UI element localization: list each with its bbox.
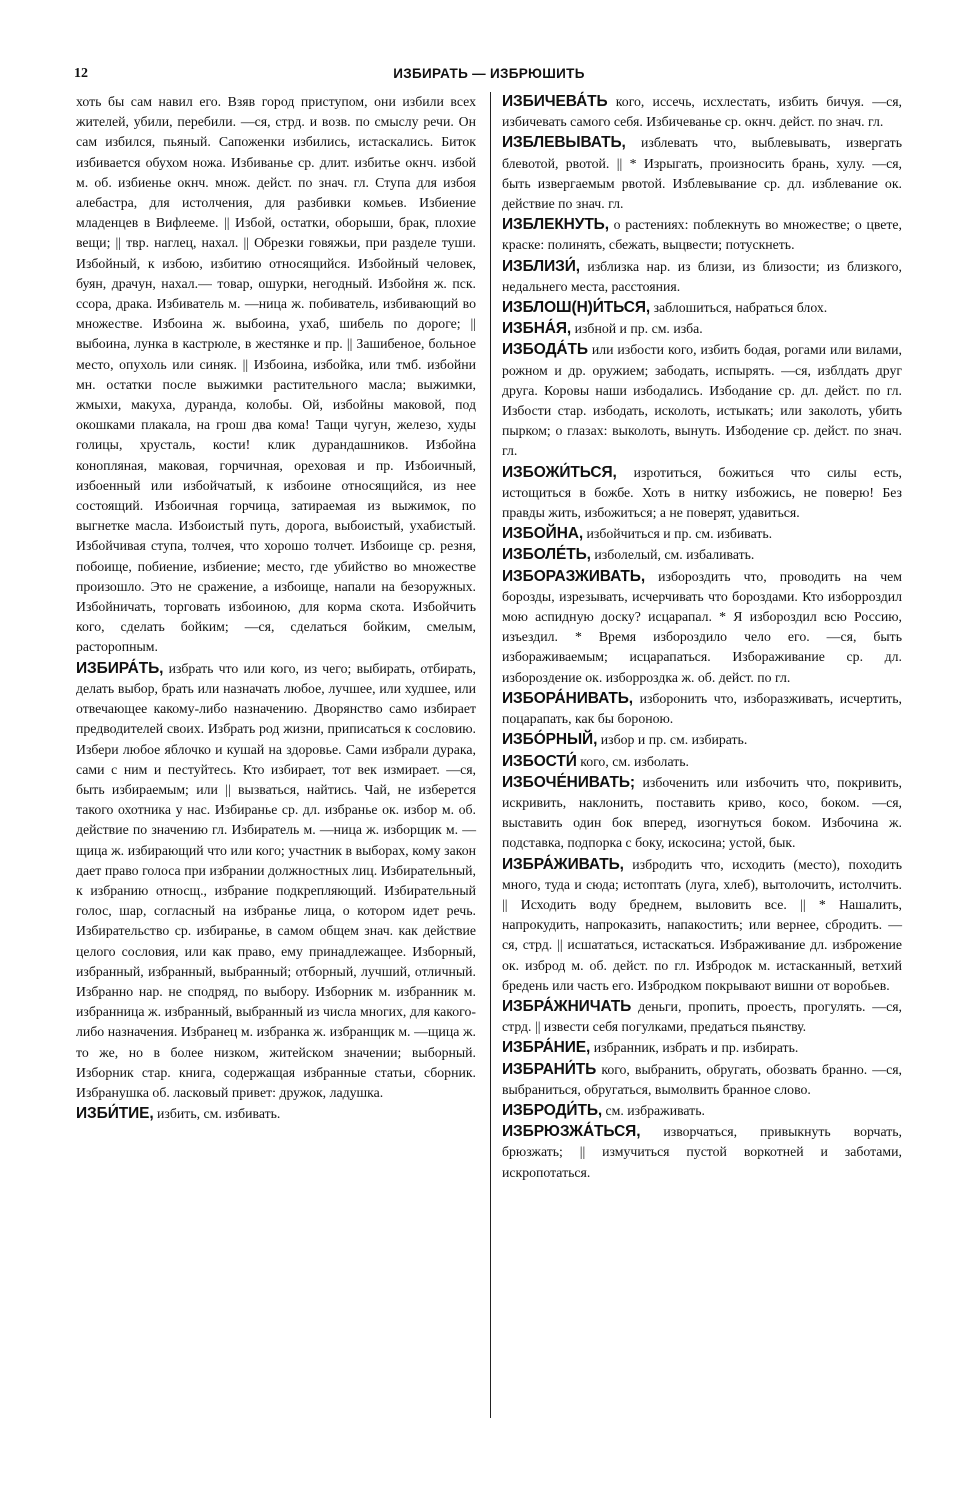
dictionary-entry [502, 463, 902, 524]
entry-text: изблизка нар. из близи, из близости; из близкого, недальнего места, расстояния. [502, 258, 902, 294]
entry-text: хоть бы сам навил его. Взяв город приступом, они избили всех жителей, убили, перебили. —ся, стрд. и возв. по смыслу речи. Он сам избился, пьяный. Сапоженки избились, истаскались. Биток избивается обухом ножа. Избиванье ср. длит. избитье окнч. избой м. об. избиенье окнч. множ. дейст. по знач. гл. Ступа для избоя алебастра, для истолчения, для разбивки комьев. Избиение младенцев в Вифлееме. || Избой, остатки, оборыши, брак, плохие вещи; || твр. наглец, нахал. || Обрезки говяжьи, при разделе туши. Избойный, к избою, избитию относящийся. Избойный человек, буян, драчун, нахал.— товар, ошурки, негодный. Избойня ж. пск. ссора, драка. Избиватель м. —ница ж. побиватель, избивающий во множестве. Избоина ж. выбоина, ухаб, шибель по дороге; || выбоина, лунка в кастрюле, в жестянке и пр. || Зашибеное, больное место, опухоль или синяк. || Избоина, избойка, или тмб. избойни мн. остатки после выжимки растительного масла; выжимки, жмыхи, макуха, дуранда, колобы. Ой, избойны маковой, под окошками плакала, на грош два кома! Тащи чугун, железо, худы голицы, хрусталь, кости! клик дурандашников. Избойна конопляная, маковая, горчичная, ореховая и пр. Избоичный, избоенный или избойчатый, к избоине относящийся, из нее состоящий. Избоичная горчица, затираемая из выжимок, по выгнетке масла. Избоистый путь, дорога, выбоистый, ухабистый. Избойчивая ступа, толчея, что хорошо толчет. Избоище ср. резня, побоище, побиение, избиение; место, где убийство во множестве произошло. Это не сражение, а избоище, напали на безоружных. Избойничать, торговать избоиною, для корма скота. Избойчить кого, сделать бойким; —ся, сделаться бойким, смелым, расторопным. [76, 94, 476, 655]
dictionary-entry [502, 997, 902, 1037]
dictionary-entry [76, 659, 476, 1103]
right-column [502, 92, 902, 1184]
entry-headword: ИЗБОЖИ́ТЬСЯ, [502, 463, 617, 481]
entry-text: деньги, пропить, проесть, прогулять. —ся, стрд. || извести себя погулками, предаться пьянству. [502, 998, 903, 1035]
dictionary-entry [502, 752, 902, 772]
entry-headword: ИЗБИ́ТИЕ, [76, 1105, 154, 1123]
dictionary-entry [502, 215, 902, 255]
entry-headword: ИЗБРЮЗЖА́ТЬСЯ, [502, 1123, 641, 1141]
dictionary-entry [502, 92, 902, 132]
dictionary-entry [502, 1101, 902, 1121]
entry-text: или избости кого, избить бодая, рогами или вилами, рожном и др. оружием; забодать, испырять. —ся, изблдать друг друга. Коровы наши избодались. Избодание ср. дл. дейст. по гл. Избости стар. избодать, исколоть, истыкать; или заколоть, убить пырком; о глазах: выколоть, вынуть. Избодение ср. дейст. по знач. гл. [502, 342, 903, 459]
dictionary-entry [502, 545, 902, 565]
entry-headword: ИЗБОРАЗЖИВАТЬ, [502, 567, 646, 585]
entry-text: изворчаться, привыкнуть ворчать, брюзжать; || измучиться пустой воркотней и заботами, искропотаться. [502, 1124, 902, 1180]
entry-headword: ИЗБЛОШ(Н)И́ТЬСЯ, [502, 299, 651, 317]
entry-headword: ИЗБИРА́ТЬ, [76, 659, 164, 677]
left-column [76, 92, 476, 1125]
entry-headword: ИЗБРА́ЖИВАТЬ, [502, 855, 624, 873]
entry-text: изротиться, божиться что силы есть, истощиться в божбе. Хоть в нитку избожись, не поверю! Без правды жить, избожиться; а не поверят, удавиться. [502, 464, 902, 521]
dictionary-entry [502, 689, 902, 729]
entry-headword: ИЗБОЙНА, [502, 525, 584, 543]
dictionary-entry [502, 773, 902, 854]
dictionary-entry [502, 1038, 902, 1058]
entry-text: заблошиться, набраться блох. [653, 300, 828, 316]
dictionary-entry [502, 855, 902, 996]
entry-headword: ИЗБОЧЕ́НИВАТЬ; [502, 773, 635, 791]
entry-text: изблевать что, выблевывать, извергать блевотой, рвотой. || * Изрыгать, произносить брань, хулу. —ся, быть извергаемым рвотой. Изблевывание ср. дл. изблевание ок. действие по знач. гл. [502, 135, 902, 212]
entry-headword: ИЗБРАНИ́ТЬ [502, 1060, 597, 1078]
dictionary-entry [502, 1122, 902, 1183]
dictionary-entry [76, 92, 476, 658]
entry-text: кого, иссечь, исхлестать, избить бичуя. —ся, избичевать самого себя. Избичеванье ср. окнч. дейст. по знач. гл. [502, 94, 902, 130]
dictionary-entry [502, 319, 902, 339]
entry-text: избной и пр. см. изба. [574, 321, 703, 337]
dictionary-entry [76, 1104, 476, 1124]
entry-text: изборонить что, изборазживать, исчертить, поцарапать, как бы бороною. [502, 690, 902, 727]
entry-headword: ИЗБОРА́НИВАТЬ, [502, 689, 634, 707]
entry-text: избороздить что, проводить на чем борозды, изрезывать, исчерчивать что бороздами. Кто изборроздил мою аспидную доску? исцарапал. * Я избороздил всю Россию, изъездил. * Время избороздило чело его. —ся, быть избораживаемым; исцарапаться. Избораживание ср. дл. избороздение ок. изборроздка ж. об. дейст. по гл. [502, 568, 902, 685]
entry-headword: ИЗБОДА́ТЬ [502, 341, 588, 359]
page-number: 12 [74, 66, 88, 81]
entry-text: избранник, избрать и пр. избирать. [593, 1040, 799, 1056]
entry-text: избродить что, исходить (место), походить много, туда и сюда; истоптать (луга, хлеб), вытолочить, истолчить. || Исходить воду бреднем, выловить все. || * Нашалить, напрокудить, напроказить, напакостить; или вернее, сбродить. —ся, стрд. || исшататься, истаскаться. Избраживание дл. изброжение ок. изброд м. об. дейст. по гл. Избродок м. истасканный, ветхий бредень или часть его. Избродком покрывают вишни от воробьев. [502, 856, 902, 993]
entry-text: избить, см. избивать. [157, 1106, 281, 1122]
entry-headword: ИЗБРОДИ́ТЬ, [502, 1101, 603, 1119]
entry-text: см. избраживать. [605, 1102, 705, 1118]
dictionary-entry [502, 730, 902, 750]
entry-headword: ИЗБРА́НИЕ, [502, 1039, 591, 1057]
column-divider [490, 92, 491, 1418]
entry-headword: ИЗБНА́Я, [502, 320, 572, 338]
entry-headword: ИЗБОЛЕ́ТЬ, [502, 546, 591, 564]
dictionary-entry [502, 524, 902, 544]
dictionary-entry [502, 567, 902, 688]
entry-text: избоченить или избочить что, покривить, искривить, наклонить, поставить криво, косо, боком. —ся, выставить один бок вперед, изогнуться боком. Избочина ж. подставка, подпорка с боку, искосина; устой, бык. [502, 774, 903, 851]
entry-headword: ИЗБО́РНЫЙ, [502, 731, 598, 749]
entry-text: кого, выбранить, обругать, обозвать бранно. —ся, выбраниться, обругаться, вымолвить бранное слово. [502, 1061, 902, 1097]
dictionary-entry [502, 1060, 902, 1100]
dictionary-entry [502, 298, 902, 318]
entry-headword: ИЗБЛИЗИ́, [502, 257, 580, 275]
entry-text: о растениях: поблекнуть во множестве; о цвете, краске: полинять, сбежать, выцвести; потускнеть. [502, 217, 902, 253]
entry-headword: ИЗБЛЕВЫВАТЬ, [502, 134, 626, 152]
entry-text: избрать что или кого, из чего; выбирать, отбирать, делать выбор, брать или назначать любое, лучшее, или худшее, или отвечающее какому-либо назначению. Дворянство само избирает предводителей своих. Избрать род жизни, приписаться к сословию. Избери любое яблочко и кушай на здоровье. Сами избрали дурака, сами с ним и пестуйтесь. Кто избирает, тот век измирает. —ся, быть избираемым; или || вызваться, найтись. Чай, не изберется такого охотника у нас. Избиранье ср. дл. избранье ок. избор м. об. действие по значению гл. Избиратель м. —ница ж. изборщик м. —щица ж. избирающий что или кого; участник в выборах, кому закон дает право голоса при избрании должностных лиц. Избирательный, к избранию относщ., избрание подкрепляющий. Избирательный голос, шар, согласный на избранье лица, о котором идет речь. Избирательство ср. избиранье, в самом общем знач. как действие целого сословия, или как право, ему принадлежащее. Изборный, избранный, избранный, выбранный; отборный, лучший, отличный. Избранно нар. не сподряд, по выбору. Изборник м. избранник м. избранница ж. избранный, выбранный из числа многих, для какого-либо назначения. Избранец м. избранка ж. избранщик м. —щица ж. то же, но в более низком, житейском значении; выборный. Изборник стар. книга, содержащая избранные статьи, сборник. Избранушка об. ласковый привет: дружок, ладушка. [76, 660, 476, 1100]
entry-text: избойчиться и пр. см. избивать. [586, 526, 773, 542]
entry-headword: ИЗБОСТИ́ [502, 752, 577, 770]
entry-headword: ИЗБИЧЕВА́ТЬ [502, 93, 608, 110]
dictionary-entry [502, 340, 902, 461]
entry-text: избор и пр. см. избирать. [600, 732, 748, 748]
entry-headword: ИЗБРА́ЖНИЧАТЬ [502, 997, 632, 1015]
dictionary-entry [502, 257, 902, 297]
entry-headword: ИЗБЛЕКНУТЬ, [502, 216, 609, 234]
entry-text: кого, см. изболать. [580, 753, 689, 769]
dictionary-entry [502, 133, 902, 214]
running-head: ИЗБИРАТЬ — ИЗБРЮШИТЬ [393, 66, 585, 81]
entry-text: изболелый, см. избаливать. [594, 547, 755, 563]
